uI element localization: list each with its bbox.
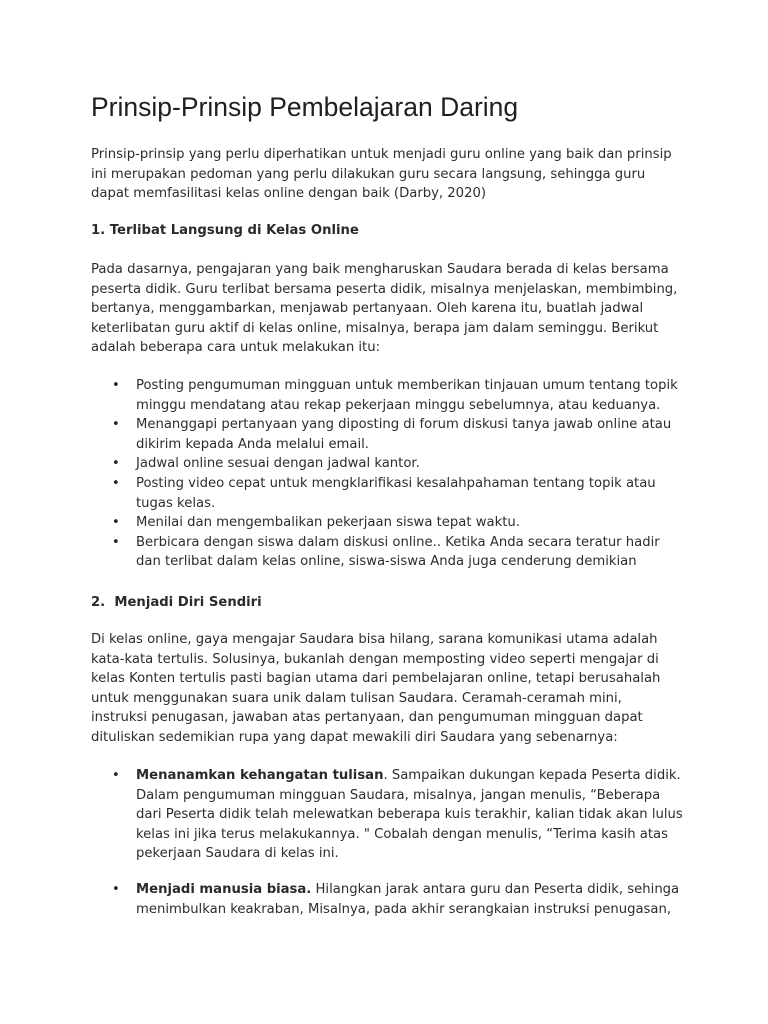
list-item-text: Posting video cepat untuk mengklarifikasi kesalahpahaman tentang topik atau tugas kelas. [136,475,656,511]
list-item-text: Hilangkan jarak antara guru dan Peserta didik, sehinga menimbulkan keakraban, Misalnya, pada akhir serangkaian instruksi penugasan, [136,881,680,917]
list-item-text: . Sampaikan dukungan kepada Peserta didik. Dalam pengumuman mingguan Saudara, misalnya, jangan menulis, “Beberapa dari Peserta didik telah melewatkan beberapa kuis terakhir, kalian tidak akan lulus kelas ini jika terus melakukannya. " Cobalah dengan menulis, “Terima kasih atas pekerjaan Saudara di kelas ini. [136,768,683,862]
list-item-text: Jadwal online sesuai dengan jadwal kantor. [136,456,420,472]
bullet-icon: • [112,515,120,531]
list-item-bold-lead: Menanamkan kehangatan tulisan [136,768,384,783]
list-item [91,376,686,415]
intro-paragraph: Prinsip-prinsip yang perlu diperhatikan untuk menjadi guru online yang baik dan prinsip ini merupakan pedoman yang perlu dilakukan guru secara langsung, sehingga guru dapat memfasilitasi kelas online dengan baik (Darby, 2020) [91,147,672,202]
bullet-icon: • [112,475,120,491]
section-1-paragraph: Pada dasarnya, pengajaran yang baik mengharuskan Saudara berada di kelas bersama peserta didik. Guru terlibat bersama peserta didik, misalnya menjelaskan, membimbing, bertanya, menggambarkan, menjawab pertanyaan. Oleh karena itu, buatlah jadwal keterlibatan guru aktif di kelas online, misalnya, berapa jam dalam seminggu. Berikut adalah beberapa cara untuk melakukan itu: [91,262,678,356]
list-item [91,454,686,474]
bullet-icon: • [112,534,120,550]
bullet-icon: • [112,881,120,897]
section-2-bullet-list [91,766,691,919]
section-1-bullet-list [91,376,691,572]
list-item-text: Menanggapi pertanyaan yang diposting di forum diskusi tanya jawab online atau dikirim kepada Anda melalui email. [136,417,672,452]
list-item-text: Posting pengumuman mingguan untuk memberikan tinjauan umum tentang topik minggu mendatang atau rekap pekerjaan minggu sebelumnya, atau keduanya. [136,378,678,413]
list-item-text: Menilai dan mengembalikan pekerjaan siswa tepat waktu. [136,515,520,531]
list-item [91,880,686,919]
bullet-icon: • [112,456,120,472]
bullet-icon: • [112,768,120,783]
bullet-icon: • [112,417,120,433]
list-item-text: Berbicara dengan siswa dalam diskusi online.. Ketika Anda secara teratur hadir dan terlibat dalam kelas online, siswa-siswa Anda juga cenderung demikian [136,534,660,570]
list-item [91,533,686,572]
list-item [91,415,686,454]
section-1-heading: 1. Terlibat Langsung di Kelas Online [91,223,359,238]
list-item [91,474,686,513]
list-item-bold-lead: Menjadi manusia biasa. [136,881,312,897]
section-2-heading: 2. Menjadi Diri Sendiri [91,595,262,610]
list-item [91,766,686,864]
page-title: Prinsip-Prinsip Pembelajaran Daring [91,92,519,122]
bullet-icon: • [112,378,120,393]
section-2-paragraph: Di kelas online, gaya mengajar Saudara bisa hilang, sarana komunikasi utama adalah kata-kata tertulis. Solusinya, bukanlah dengan memposting video seperti mengajar di kelas Konten tertulis pasti bagian utama dari pembelajaran online, tetapi berusahalah untuk menggunakan suara unik dalam tulisan Saudara. Ceramah-ceramah mini, instruksi penugasan, jawaban atas pertanyaan, dan pengumuman mingguan dapat dituliskan sedemikian rupa yang dapat mewakili diri Saudara yang sebenarnya: [91,632,661,745]
list-item [91,513,686,533]
